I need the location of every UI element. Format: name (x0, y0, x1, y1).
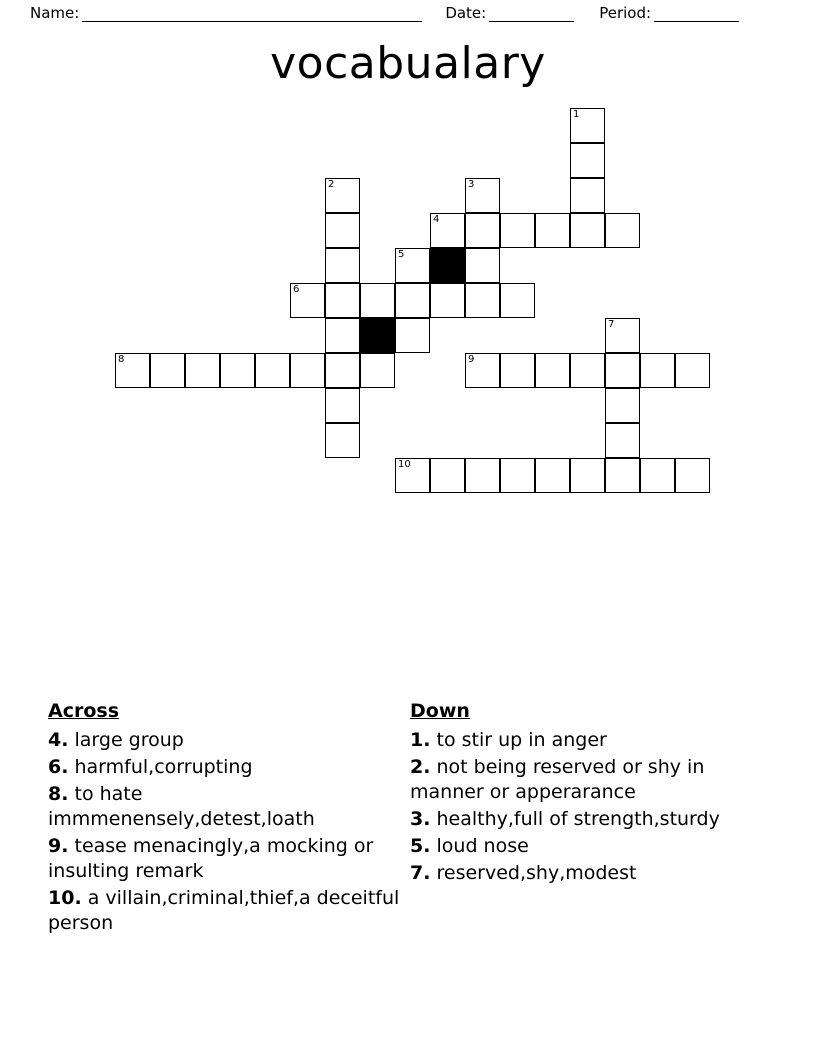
clue-item (410, 728, 778, 753)
clue-number: 9. (48, 835, 69, 857)
grid-cell[interactable] (325, 318, 360, 353)
grid-cell[interactable] (220, 353, 255, 388)
grid-cell[interactable] (325, 248, 360, 283)
grid-cell[interactable] (325, 353, 360, 388)
grid-cell[interactable] (255, 353, 290, 388)
grid-cell[interactable] (605, 318, 640, 353)
grid-cell[interactable] (325, 213, 360, 248)
down-heading: Down (410, 700, 470, 722)
grid-cell[interactable] (325, 423, 360, 458)
grid-cell[interactable] (360, 353, 395, 388)
grid-cell[interactable] (640, 353, 675, 388)
grid-cell-number: 10 (398, 459, 411, 470)
grid-cell-number: 5 (398, 249, 405, 260)
clue-text: healthy,full of strength,sturdy (430, 808, 720, 830)
grid-cell[interactable] (570, 458, 605, 493)
grid-cell[interactable] (500, 353, 535, 388)
grid-cell[interactable] (500, 283, 535, 318)
clue-item (48, 755, 410, 780)
clue-number: 3. (410, 808, 431, 830)
grid-cell-number: 2 (328, 179, 335, 190)
grid-cell[interactable] (430, 213, 465, 248)
grid-cell-number: 8 (118, 354, 125, 365)
clue-item (48, 782, 410, 832)
grid-cell[interactable] (605, 458, 640, 493)
grid-cell[interactable] (325, 388, 360, 423)
name-label: Name: (30, 4, 80, 22)
grid-cell-number: 9 (468, 354, 475, 365)
grid-cell-number: 1 (573, 109, 580, 120)
grid-cell[interactable] (570, 143, 605, 178)
grid-cell[interactable] (465, 248, 500, 283)
across-clue-list (48, 728, 410, 936)
grid-cell[interactable] (570, 213, 605, 248)
clue-text: not being reserved or shy in manner or apperarance (410, 756, 705, 803)
grid-cell[interactable] (465, 353, 500, 388)
grid-cell[interactable] (290, 283, 325, 318)
period-label: Period: (599, 4, 652, 22)
grid-cell[interactable] (115, 353, 150, 388)
grid-cell[interactable] (500, 458, 535, 493)
grid-cell[interactable] (605, 388, 640, 423)
grid-cell[interactable] (500, 213, 535, 248)
down-clue-list (410, 728, 778, 886)
across-heading: Across (48, 700, 120, 722)
date-label: Date: (445, 4, 487, 22)
clue-item (410, 807, 778, 832)
clue-item (48, 834, 410, 884)
clue-number: 6. (48, 756, 69, 778)
grid-cell[interactable] (465, 178, 500, 213)
clue-item (48, 728, 410, 753)
grid-cell[interactable] (675, 353, 710, 388)
clue-text: loud nose (430, 835, 529, 857)
across-column (48, 700, 410, 938)
page-title: vocabualary (270, 38, 546, 89)
clue-number: 5. (410, 835, 431, 857)
grid-cell-blocked (430, 248, 465, 283)
clue-number: 7. (410, 862, 431, 884)
clue-text: to stir up in anger (430, 729, 607, 751)
grid-cell[interactable] (640, 458, 675, 493)
down-column (410, 700, 778, 938)
grid-cell[interactable] (535, 353, 570, 388)
grid-cell[interactable] (325, 283, 360, 318)
clue-text: reserved,shy,modest (430, 862, 637, 884)
grid-cell-number: 6 (293, 284, 300, 295)
clue-number: 1. (410, 729, 431, 751)
grid-cell[interactable] (465, 213, 500, 248)
clue-number: 10. (48, 887, 82, 909)
grid-cell[interactable] (570, 178, 605, 213)
grid-cell[interactable] (290, 353, 325, 388)
grid-cell[interactable] (395, 318, 430, 353)
grid-cell-blocked (360, 318, 395, 353)
clue-text: large group (68, 729, 184, 751)
grid-cell[interactable] (360, 283, 395, 318)
clues-section (48, 700, 778, 938)
clue-text: harmful,corrupting (68, 756, 253, 778)
grid-cell[interactable] (395, 248, 430, 283)
clue-item (410, 755, 778, 805)
grid-cell[interactable] (605, 213, 640, 248)
grid-cell[interactable] (395, 283, 430, 318)
grid-cell[interactable] (465, 458, 500, 493)
grid-cell[interactable] (150, 353, 185, 388)
clue-item (410, 861, 778, 886)
grid-cell[interactable] (430, 283, 465, 318)
grid-cell[interactable] (325, 178, 360, 213)
clue-item (410, 834, 778, 859)
clue-number: 4. (48, 729, 69, 751)
grid-cell[interactable] (535, 213, 570, 248)
clue-number: 2. (410, 756, 431, 778)
grid-cell[interactable] (465, 283, 500, 318)
grid-cell[interactable] (535, 458, 570, 493)
grid-cell[interactable] (185, 353, 220, 388)
grid-cell[interactable] (430, 458, 465, 493)
grid-cell-number: 7 (608, 319, 615, 330)
grid-cell-number: 3 (468, 179, 475, 190)
grid-cell[interactable] (570, 353, 605, 388)
grid-cell-number: 4 (433, 214, 440, 225)
clue-text: a villain,criminal,thief,a deceitful person (48, 887, 400, 934)
grid-cell[interactable] (570, 108, 605, 143)
grid-cell[interactable] (675, 458, 710, 493)
clue-text: to hate immmenensely,detest,loath (48, 783, 315, 830)
grid-cell[interactable] (605, 353, 640, 388)
clue-text: tease menacingly,a mocking or insulting remark (48, 835, 374, 882)
clue-item (48, 886, 410, 936)
grid-cell[interactable] (395, 458, 430, 493)
clue-number: 8. (48, 783, 69, 805)
grid-cell[interactable] (605, 423, 640, 458)
